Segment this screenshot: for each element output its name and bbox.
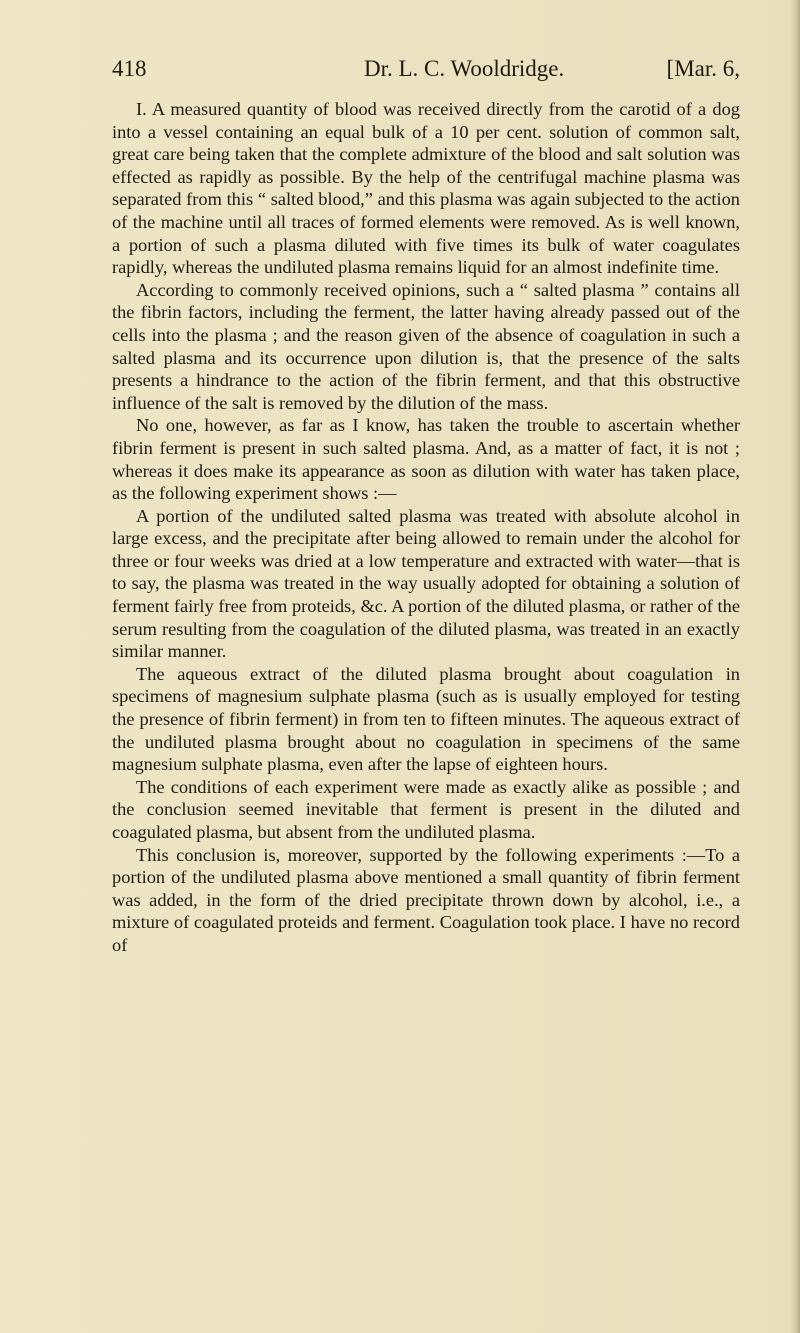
paragraph: No one, however, as far as I know, has taken the trouble to ascertain whether fibrin ferment is present in such salted plasma. And, as a matter of fact, it is not ; whereas it does make its appearance as soon as dilution with water has taken place, as the following experiment shows :— <box>112 415 740 504</box>
paragraph: The conditions of each experiment were made as exactly alike as possible ; and the conclusion seemed inevitable that ferment is present in the diluted and coagulated plasma, but absent from the undiluted plasma. <box>112 776 740 842</box>
body-text <box>112 98 740 957</box>
running-title: Dr. L. C. Wooldridge. <box>364 56 565 81</box>
paragraph: According to commonly received opinions, such a “ salted plasma ” contains all the fibrin factors, including the ferment, the latter having already passed out of the cells into the plasma ; and the reason given of the absence of coagulation in such a salted plasma and its occurrence upon dilution is, that the presence of the salts presents a hindrance to the action of the fibrin ferment, and that this obstructive influence of the salt is removed by the dilution of the mass. <box>112 279 740 413</box>
page-number: 418 <box>112 56 147 81</box>
paragraph: The aqueous extract of the diluted plasma brought about coagulation in specimens of magnesium sulphate plasma (such as is usually employed for testing the presence of fibrin ferment) in from ten to fifteen minutes. The aqueous extract of the undiluted plasma brought about no coagulation in specimens of the same magnesium sulphate plasma, even after the lapse of eighteen hours. <box>112 663 740 775</box>
paragraph: This conclusion is, moreover, supported by the following experiments :—To a portion of the undiluted plasma above mentioned a small quantity of fibrin ferment was added, in the form of the dried precipitate thrown down by alcohol, i.e., a mixture of coagulated proteids and ferment. Coagulation took place. I have no record of <box>112 844 740 955</box>
page-header <box>112 56 740 92</box>
header-date: [Mar. 6, <box>666 56 740 81</box>
page-edge-shadow <box>790 0 800 1333</box>
paragraph: I. A measured quantity of blood was received directly from the carotid of a dog into a vessel containing an equal bulk of a 10 per cent. solution of common salt, great care being taken that the complete admixture of the blood and salt solution was effected as rapidly as possible. By the help of the centrifugal machine plasma was separated from this “ salted blood,” and this plasma was again subjected to the action of the machine until all traces of formed elements were removed. As is well known, a portion of such a plasma diluted with five times its bulk of water coagulates rapidly, whereas the undiluted plasma remains liquid for an almost indefinite time. <box>112 99 740 278</box>
paragraph: A portion of the undiluted salted plasma was treated with absolute alcohol in large excess, and the precipitate after being allowed to remain under the alcohol for three or four weeks was dried at a low temperature and extracted with water—that is to say, the plasma was treated in the way usually adopted for obtaining a solution of ferment fairly free from proteids, &c. A portion of the diluted plasma, or rather of the serum resulting from the coagulation of the diluted plasma, was treated in an exactly similar manner. <box>112 505 740 662</box>
